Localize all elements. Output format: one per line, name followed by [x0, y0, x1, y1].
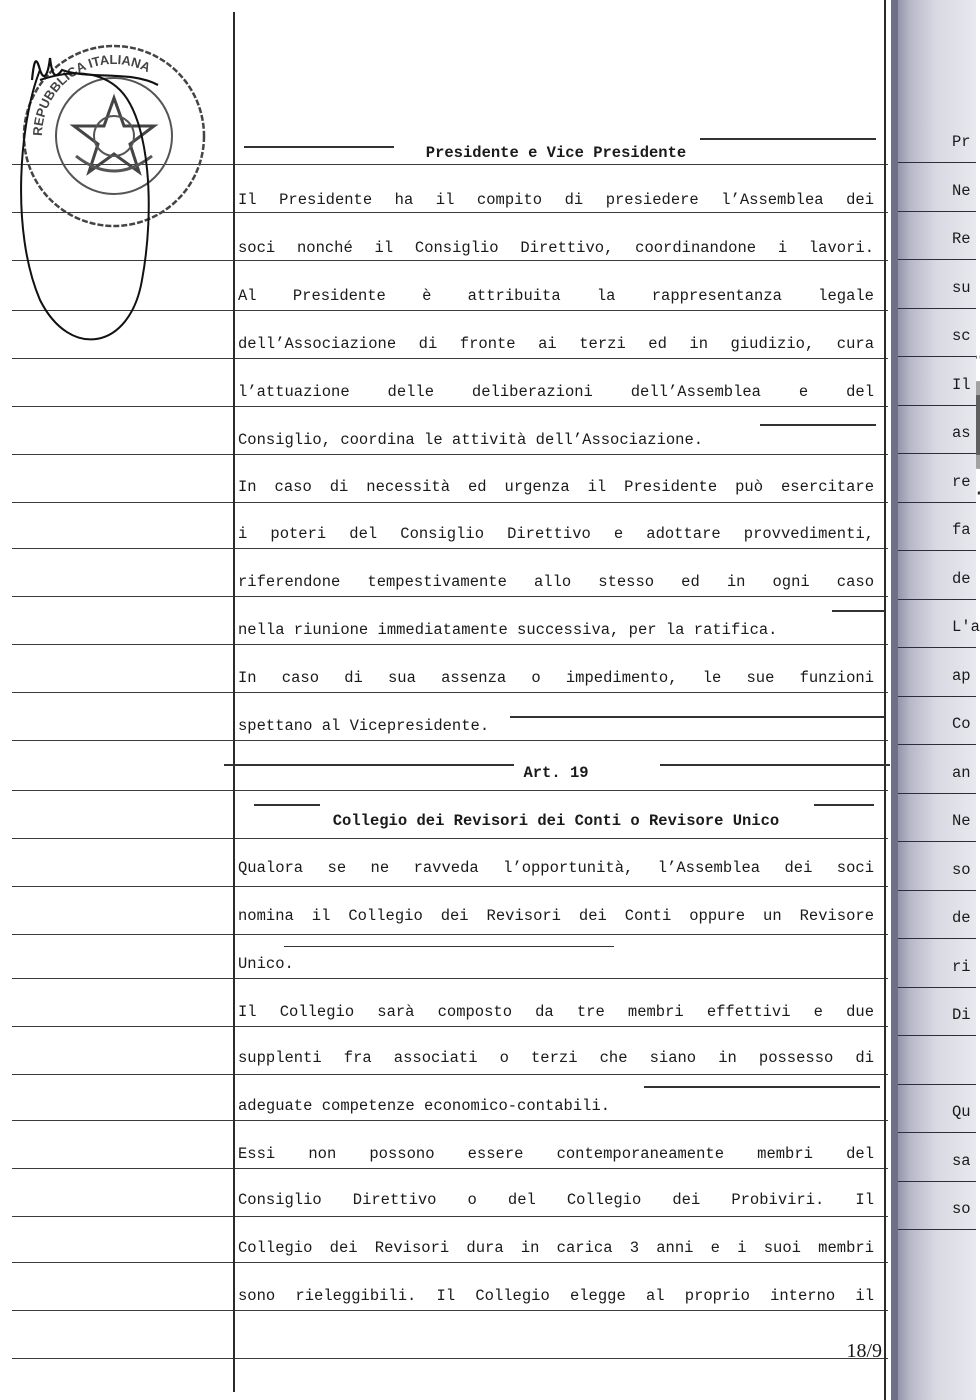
- adjacent-page-fragment: Il: [952, 376, 971, 394]
- ruled-line: [12, 1026, 888, 1027]
- adjacent-page-rule: [896, 405, 976, 406]
- pen-stroke: [700, 138, 876, 140]
- adjacent-page-fragment: Pr: [952, 133, 971, 151]
- adjacent-page-fragment: sa: [952, 1152, 971, 1170]
- adjacent-page-fragment: Ne: [952, 182, 971, 200]
- adjacent-page-fragment: Co: [952, 715, 971, 733]
- text-line: In caso di sua assenza o impedimento, le sue funzioni: [238, 669, 874, 687]
- adjacent-page-fragment: as: [952, 424, 971, 442]
- adjacent-page-rule: [896, 1035, 976, 1036]
- adjacent-page-fragment: Re: [952, 230, 971, 248]
- adjacent-page-rule: [896, 744, 976, 745]
- adjacent-page-fragment: an: [952, 764, 971, 782]
- adjacent-page-fragment: fa: [952, 521, 971, 539]
- adjacent-page-rule: [896, 550, 976, 551]
- ruled-line: [12, 740, 888, 741]
- ruled-line: [12, 886, 888, 887]
- text-line: Il Collegio sarà composto da tre membri effettivi e due: [238, 1003, 874, 1021]
- adjacent-page-rule: [896, 1229, 976, 1230]
- pen-stroke: [254, 804, 320, 806]
- text-line: riferendone tempestivamente allo stesso ed in ogni caso: [238, 573, 874, 591]
- text-line: Consiglio Direttivo o del Collegio dei Probiviri. Il: [238, 1191, 874, 1209]
- text-line: Il Presidente ha il compito di presiedere l’Assemblea dei: [238, 191, 874, 209]
- text-line: Al Presidente è attribuita la rappresentanza legale: [238, 287, 874, 305]
- ruled-line: [12, 692, 888, 693]
- adjacent-page-rule: [896, 162, 976, 163]
- adjacent-page-edge: [896, 0, 980, 1400]
- heading-presidente: Presidente e Vice Presidente: [425, 144, 687, 162]
- ruled-line: [12, 934, 888, 935]
- adjacent-page-fragment: L'a: [952, 618, 980, 636]
- adjacent-page-rule: [896, 647, 976, 648]
- page-fold-shadow: [891, 0, 898, 1400]
- ruled-line: [12, 596, 888, 597]
- adjacent-page-fragment: re: [952, 473, 971, 491]
- pen-stroke: [244, 146, 394, 148]
- adjacent-page-fragment: su: [952, 279, 971, 297]
- page-number: 18/9: [846, 1340, 882, 1362]
- adjacent-page-rule: [896, 841, 976, 842]
- text-line: nella riunione immediatamente successiva, per la ratifica.: [238, 621, 778, 639]
- ruled-line: [12, 454, 888, 455]
- ruled-line: [12, 1168, 888, 1169]
- handwritten-oval-mark: [10, 40, 160, 370]
- text-line: Consiglio, coordina le attività dell’Associazione.: [238, 431, 704, 449]
- pen-stroke: [224, 764, 514, 766]
- pen-stroke: [760, 424, 876, 426]
- ruled-line: [12, 790, 888, 791]
- ruled-line: [12, 838, 888, 839]
- ruled-line: [12, 978, 888, 979]
- adjacent-page-rule: [896, 793, 976, 794]
- ruled-line: [12, 502, 888, 503]
- right-margin-line: [884, 0, 886, 1400]
- adjacent-page-fragment: ap: [952, 667, 971, 685]
- text-line: l’attuazione delle deliberazioni dell’Assemblea e del: [238, 383, 874, 401]
- adjacent-page-fragment: Ne: [952, 812, 971, 830]
- text-line: Essi non possono essere contemporaneamente membri del: [238, 1145, 874, 1163]
- ruled-line: [12, 1310, 888, 1311]
- adjacent-page-rule: [896, 1084, 976, 1085]
- adjacent-page-rule: [896, 453, 976, 454]
- adjacent-page-rule: [896, 502, 976, 503]
- text-line: i poteri del Consiglio Direttivo e adottare provvedimenti,: [238, 525, 874, 543]
- ruled-line: [12, 1358, 888, 1359]
- pen-stroke: [644, 1086, 880, 1088]
- adjacent-page-fragment: Qu: [952, 1103, 971, 1121]
- text-line: In caso di necessità ed urgenza il Presidente può esercitare: [238, 478, 874, 496]
- text-line: dell’Associazione di fronte ai terzi ed in giudizio, cura: [238, 335, 874, 353]
- text-line: sono rieleggibili. Il Collegio elegge al proprio interno il: [238, 1287, 874, 1305]
- ruled-line: [12, 548, 888, 549]
- adjacent-page-rule: [896, 599, 976, 600]
- ruled-line: [12, 644, 888, 645]
- adjacent-page-fragment: de: [952, 909, 971, 927]
- text-line: spettano al Vicepresidente.: [238, 717, 490, 735]
- ruled-line: [12, 1120, 888, 1121]
- text-line: Collegio dei Revisori dura in carica 3 anni e i suoi membri: [238, 1239, 874, 1257]
- text-line: Qualora se ne ravveda l’opportunità, l’Assemblea dei soci: [238, 859, 874, 877]
- pen-stroke: [832, 610, 884, 612]
- ruled-line: [12, 1216, 888, 1217]
- adjacent-page-fragment: ri: [952, 958, 971, 976]
- svg-text:REPUBBLICA ITALIANA: REPUBBLICA ITALIANA: [29, 51, 153, 137]
- adjacent-page-rule: [896, 308, 976, 309]
- adjacent-page-fragment: Di: [952, 1006, 971, 1024]
- adjacent-page-fragment: so: [952, 1200, 971, 1218]
- ruled-line: [12, 1074, 888, 1075]
- ruled-line: [12, 406, 888, 407]
- adjacent-page-rule: [896, 696, 976, 697]
- adjacent-page-rule: [896, 987, 976, 988]
- adjacent-page-rule: [896, 259, 976, 260]
- ruled-line: [12, 1262, 888, 1263]
- adjacent-page-rule: [896, 1181, 976, 1182]
- pen-stroke: [660, 764, 890, 766]
- text-line: nomina il Collegio dei Revisori dei Conti oppure un Revisore: [238, 907, 874, 925]
- adjacent-page-rule: [896, 938, 976, 939]
- adjacent-page-fragment: de: [952, 570, 971, 588]
- adjacent-page-fragment: sc: [952, 327, 971, 345]
- text-line: supplenti fra associati o terzi che siano in possesso di: [238, 1049, 874, 1067]
- adjacent-page-rule: [896, 1132, 976, 1133]
- text-line: soci nonché il Consiglio Direttivo, coordinandone i lavori.: [238, 239, 874, 257]
- pen-stroke: [814, 804, 874, 806]
- heading-collegio: Collegio dei Revisori dei Conti o Revisore Unico: [332, 812, 780, 830]
- adjacent-page-rule: [896, 356, 976, 357]
- pen-stroke: [510, 716, 884, 718]
- adjacent-page-fragment: so: [952, 861, 971, 879]
- text-line: Unico.: [238, 955, 294, 973]
- adjacent-page-rule: [896, 890, 976, 891]
- text-line: adeguate competenze economico-contabili.: [238, 1097, 611, 1115]
- adjacent-page-rule: [896, 211, 976, 212]
- article-number: Art. 19: [523, 764, 589, 782]
- left-margin-line: [233, 12, 235, 1392]
- pen-stroke: [284, 946, 614, 947]
